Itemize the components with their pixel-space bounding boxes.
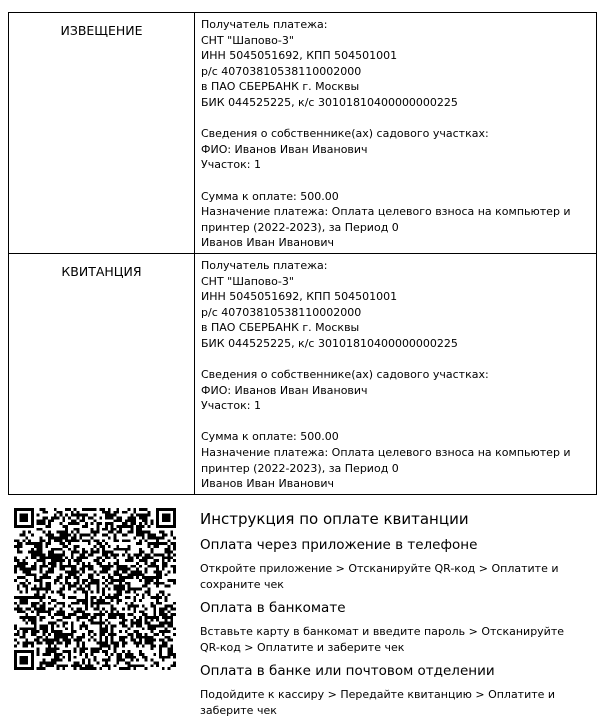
inn-kpp: ИНН 5045051692, КПП 504501001 — [201, 49, 398, 63]
receipt-row — [9, 253, 597, 494]
recipient-name: СНТ "Шапово-3" — [201, 274, 294, 288]
atm-payment-steps: Вставьте карту в банкомат и введите пароль > Отсканируйте QR-код > Оплатите и заберите чек — [200, 625, 565, 654]
receipt-title: КВИТАНЦИЯ — [61, 263, 142, 279]
plot-number: Участок: 1 — [201, 399, 261, 413]
notice-title: ИЗВЕЩЕНИЕ — [60, 23, 143, 38]
owner-fio: ФИО: Иванов Иван Иванович — [201, 142, 368, 156]
recipient-label: Получатель платежа: — [201, 18, 328, 31]
payer-name: Иванов Иван Иванович — [201, 236, 334, 250]
spacer — [201, 414, 592, 430]
bank-account: р/с 40703810538110002000 — [201, 305, 362, 319]
bank-account: р/с 40703810538110002000 — [201, 64, 362, 78]
inn-kpp: ИНН 5045051692, КПП 504501001 — [201, 290, 398, 304]
payment-purpose: Назначение платежа: Оплата целевого взноса на компьютер и принтер (2022-2023), за Период 0 — [201, 446, 571, 475]
receipt-title-cell — [9, 253, 195, 494]
receipt-details-cell — [195, 253, 597, 494]
plot-number: Участок: 1 — [201, 158, 261, 172]
spacer — [201, 111, 592, 127]
receipt-details — [195, 254, 596, 494]
amount-due: Сумма к оплате: 500.00 — [201, 430, 339, 444]
bik: БИК 044525225, к/с 30101810400000000225 — [201, 95, 458, 109]
notice-title-cell — [9, 13, 195, 254]
notice-details — [195, 13, 596, 253]
app-payment-steps: Откройте приложение > Отсканируйте QR-код > Оплатите и сохраните чек — [200, 562, 559, 591]
office-payment-steps: Подойдите к кассиру > Передайте квитанцию > Оплатите и заберите чек — [200, 688, 556, 717]
notice-row — [9, 13, 597, 254]
instructions-title: Инструкция по оплате квитанции — [200, 510, 469, 528]
recipient-label: Получатель платежа: — [201, 258, 328, 272]
qr-code-icon — [14, 508, 176, 670]
notice-details-cell — [195, 13, 597, 254]
bank-name: в ПАО СБЕРБАНК г. Москвы — [201, 80, 360, 94]
spacer — [201, 351, 592, 367]
amount-due: Сумма к оплате: 500.00 — [201, 189, 339, 203]
office-payment-heading: Оплата в банке или почтовом отделении — [200, 663, 495, 680]
payment-form-table — [8, 12, 597, 495]
payment-purpose: Назначение платежа: Оплата целевого взноса на компьютер и принтер (2022-2023), за Период 0 — [201, 205, 571, 234]
recipient-name: СНТ "Шапово-3" — [201, 33, 294, 47]
bank-name: в ПАО СБЕРБАНК г. Москвы — [201, 321, 360, 335]
owner-fio: ФИО: Иванов Иван Иванович — [201, 383, 368, 397]
owner-label: Сведения о собственнике(ах) садового участках: — [201, 368, 489, 382]
atm-payment-heading: Оплата в банкомате — [200, 600, 346, 617]
payer-name: Иванов Иван Иванович — [201, 477, 334, 491]
bik: БИК 044525225, к/с 30101810400000000225 — [201, 336, 458, 350]
owner-label: Сведения о собственнике(ах) садового участках: — [201, 127, 489, 141]
app-payment-heading: Оплата через приложение в телефоне — [200, 537, 478, 553]
spacer — [201, 173, 592, 189]
instructions-block — [200, 508, 580, 726]
